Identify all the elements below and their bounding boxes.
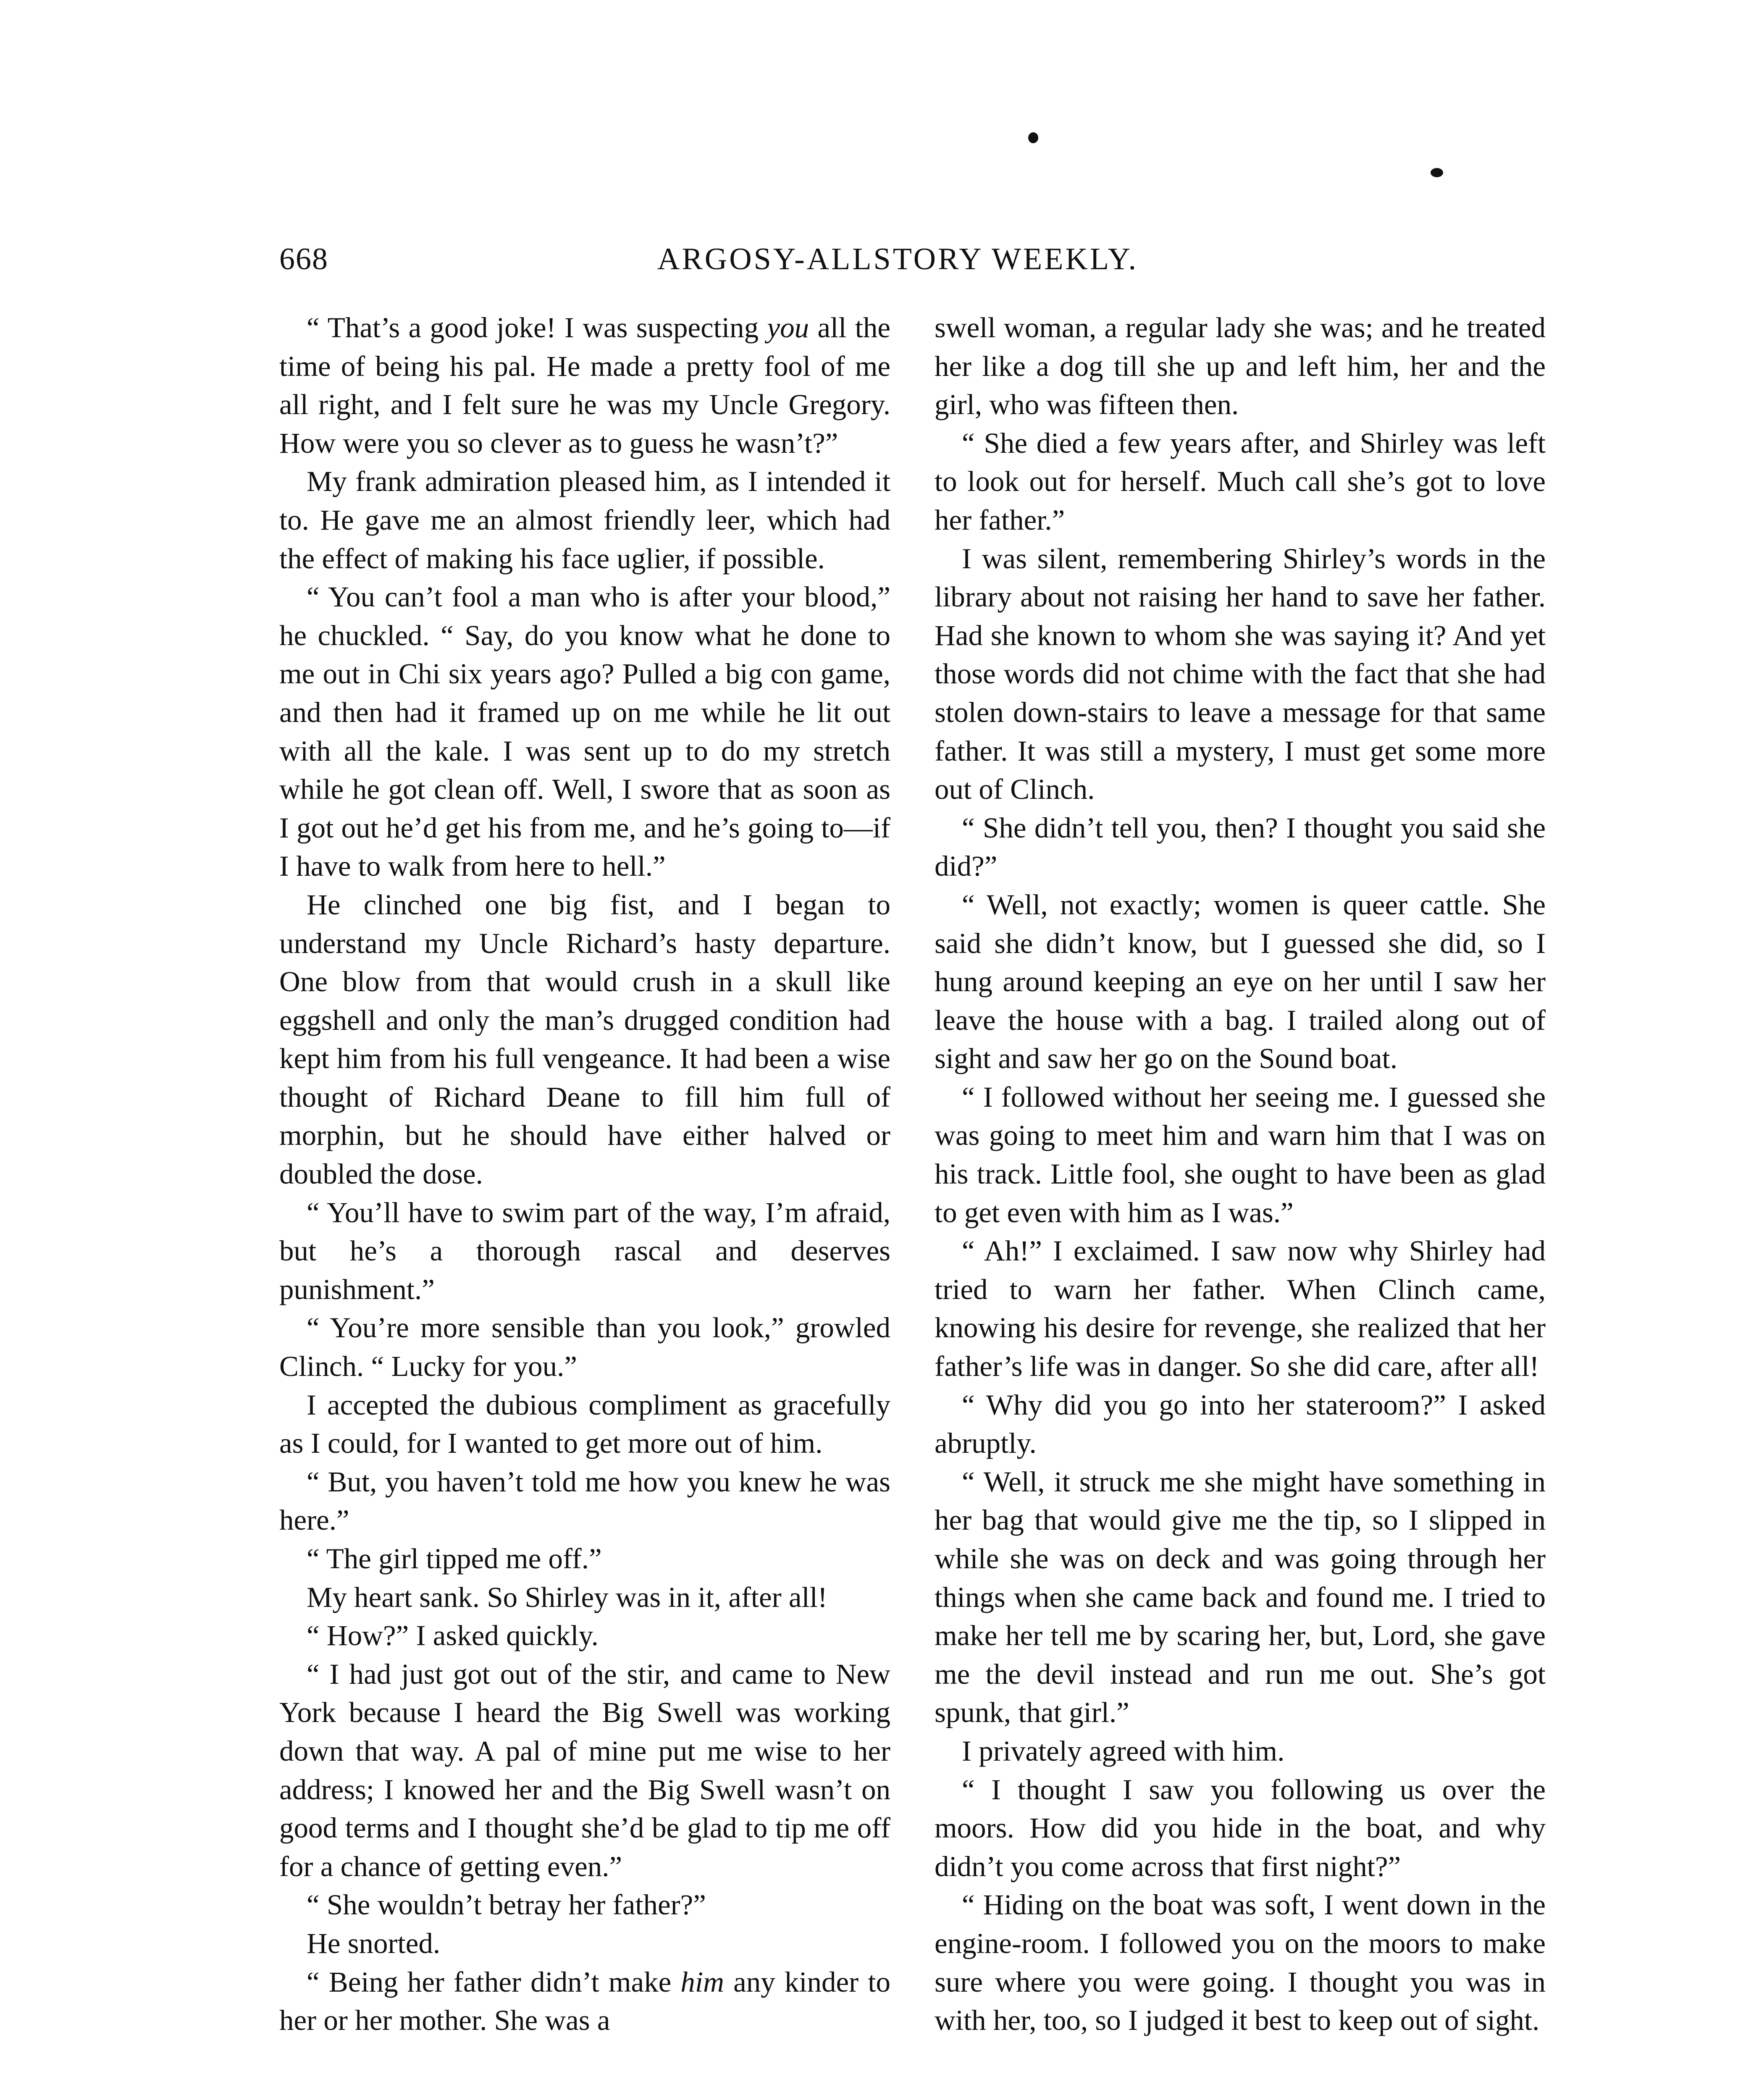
paragraph: swell woman, a regular lady she was; and he treated her like a dog till she up and left him, her and the girl, who was fifteen then. bbox=[935, 312, 1546, 421]
paragraph: “ Hiding on the boat was soft, I went down in the engine-room. I followed you on the moors to make sure where you were going. I thought you was in with her, too, so I judged it best to keep out of sight. bbox=[935, 1889, 1546, 2037]
paragraph: “ She wouldn’t betray her father?” bbox=[307, 1889, 706, 1921]
paragraph: “ She didn’t tell you, then? I thought you said she did?” bbox=[935, 811, 1546, 882]
paragraph: “ Being her father didn’t make him any kinder to her or her mother. She was a bbox=[279, 1966, 890, 2037]
paragraph: “ Well, it struck me she might have something in her bag that would give me the tip, so I slipped in while she was on deck and was going through her things when she came back and found me. I tried to make her tell me by scaring her, but, Lord, she gave me the devil instead and run me out. She’s got spunk, that girl.” bbox=[935, 1465, 1546, 1729]
scan-speck bbox=[1028, 132, 1038, 143]
paragraph: I privately agreed with him. bbox=[962, 1735, 1285, 1767]
paragraph: “ I thought I saw you following us over the moors. How did you hide in the boat, and why didn’t you come across that first night?” bbox=[935, 1773, 1546, 1882]
page-header bbox=[279, 242, 1386, 288]
paragraph: “ That’s a good joke! I was suspecting you all the time of being his pal. He made a pretty fool of me all right, and I felt sure he was my Uncle Gregory. How were you so clever as to guess he wasn’t?” bbox=[279, 312, 890, 459]
paragraph: “ But, you haven’t told me how you knew he was here.” bbox=[279, 1465, 890, 1536]
paragraph: My frank admiration pleased him, as I intended it to. He gave me an almost friendly leer, which had the effect of making his face uglier, if possible. bbox=[279, 465, 890, 575]
paragraph: My heart sank. So Shirley was in it, after all! bbox=[307, 1581, 827, 1613]
paragraph: “ Well, not exactly; women is queer cattle. She said she didn’t know, but I guessed she did, so I hung around keeping an eye on her until I saw her leave the house with a bag. I trailed along out of sight and saw her go on the Sound boat. bbox=[935, 888, 1546, 1075]
paragraph: He clinched one big fist, and I began to understand my Uncle Richard’s hasty departure. One blow from that would crush in a skull like eggshell and only the man’s drugged condition had kept him from his full vengeance. It had been a wise thought of Richard Deane to fill him full of morphin, but he should have either halved or doubled the dose. bbox=[279, 888, 890, 1190]
paragraph: “ I had just got out of the stir, and came to New York because I heard the Big Swell was working down that way. A pal of mine put me wise to her address; I knowed her and the Big Swell wasn’t on good terms and I thought she’d be glad to tip me off for a chance of getting even.” bbox=[279, 1658, 890, 1882]
scan-speck bbox=[1431, 168, 1443, 177]
page-number: 668 bbox=[279, 242, 328, 276]
paragraph: “ You’ll have to swim part of the way, I’m afraid, but he’s a thorough rascal and deserves punishment.” bbox=[279, 1196, 890, 1305]
paragraph: “ Why did you go into her stateroom?” I asked abruptly. bbox=[935, 1389, 1546, 1460]
paragraph: “ She died a few years after, and Shirley was left to look out for herself. Much call she’s got to love her father.” bbox=[935, 427, 1546, 536]
right-column bbox=[935, 309, 1546, 2040]
left-column bbox=[279, 309, 890, 2040]
paragraph: “ Ah!” I exclaimed. I saw now why Shirley had tried to warn her father. When Clinch came, knowing his desire for revenge, she realized that her father’s life was in danger. So she did care, after all! bbox=[935, 1235, 1546, 1383]
running-title: ARGOSY-ALLSTORY WEEKLY. bbox=[657, 242, 1139, 276]
paragraph: “ You can’t fool a man who is after your blood,” he chuckled. “ Say, do you know what he done to me out in Chi six years ago? Pulled a big con game, and then had it framed up on me while he lit out with all the kale. I was sent up to do my stretch while he got clean off. Well, I swore that as soon as I got out he’d get his from me, and he’s going to—if I have to walk from here to hell.” bbox=[279, 581, 890, 882]
paragraph: I accepted the dubious compliment as gracefully as I could, for I wanted to get more out of him. bbox=[279, 1389, 890, 1460]
paragraph: “ The girl tipped me off.” bbox=[307, 1543, 602, 1575]
paragraph: “ How?” I asked quickly. bbox=[307, 1620, 599, 1652]
paragraph: I was silent, remembering Shirley’s words in the library about not raising her hand to save her father. Had she known to whom she was saying it? And yet those words did not chime with the fact that she had stolen down-stairs to leave a message for that same father. It was still a mystery, I must get some more out of Clinch. bbox=[935, 542, 1546, 806]
paragraph: “ I followed without her seeing me. I guessed she was going to meet him and warn him that I was on his track. Little fool, she ought to have been as glad to get even with him as I was.” bbox=[935, 1081, 1546, 1228]
paragraph: He snorted. bbox=[307, 1927, 441, 1959]
paragraph: “ You’re more sensible than you look,” growled Clinch. “ Lucky for you.” bbox=[279, 1312, 890, 1383]
